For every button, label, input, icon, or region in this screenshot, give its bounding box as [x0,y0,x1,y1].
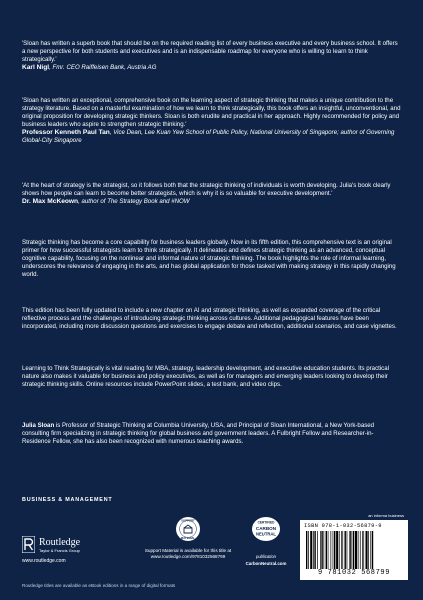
routledge-r-icon [22,536,35,553]
quote-author-role: , Vice Dean, Lee Kuan Yew School of Public Policy, National University of Singapore; author of Governing Global-City Singapore [22,128,395,144]
quote-author: Dr. Max McKeown [22,197,79,205]
quote-kenneth-paul-tan [22,97,402,145]
barcode-bar [358,531,359,569]
barcode-bar [342,531,343,569]
barcode-bar [372,531,373,569]
support-material [140,516,236,572]
barcode-bar [334,531,335,569]
carbon-neutral [238,514,294,574]
routledge-logo [22,536,102,572]
barcode-bar [360,531,361,569]
quote-author: Karl Nigl [22,63,50,71]
barcode-bar [336,531,338,569]
barcode-bar [328,531,329,569]
barcode-bar [341,531,342,569]
barcode-bar [345,531,346,569]
badge-text-certified: CERTIFIED [257,520,275,525]
badge-text-bottom: MATERIAL [180,536,196,541]
barcode-bar [366,531,368,569]
publisher-website: www.routledge.com [22,558,66,564]
barcode-bar [326,531,327,569]
quote-max-mckeown [22,182,402,206]
quote-karl-nigl [22,40,402,72]
barcode-bar [333,531,334,569]
description-paragraph-2: This edition has been fully updated to include a new chapter on AI and strategic thinking, as well as expanded coverage of the critical reflective process and the challenges of introducing strategic thinking across cultures. Additional pedagogical features have been incorporated, including more discussion questions and exercises to engage debate and reflection, additional scenarios, and case vignettes. [22,307,397,330]
quote-attribution [22,129,402,145]
ebook-note: Routledge titles are available as eBook editions in a range of digital formats [22,583,176,588]
badge-text-neutral: NEUTRAL [255,531,277,537]
barcode-bar [355,531,357,569]
carbon-neutral-label: publication [255,554,277,559]
quote-text: 'At the heart of strategy is the strategist, so it follows both that the strategic thinking of individuals is worth developing. Julia's book clearly shows how people can learn to become better strategists, which is why it is so valuable for executive development.' [22,182,391,197]
barcode-bar [331,531,332,569]
barcode-bar [362,531,363,569]
barcode-bar [314,531,315,569]
barcode-bar [349,531,350,569]
barcode-bar [353,531,354,569]
quote-author-role: , author of The Strategy Book and #NOW [78,197,190,205]
barcode-bar [310,531,312,569]
barcode-bar [308,531,309,569]
publisher-group: Taylor & Francis Group [39,548,80,553]
quote-attribution [22,64,402,72]
carbon-neutral-site: CarbonNeutral.com [245,561,287,566]
isbn-label: ISBN 978-1-032-56879-9 [304,523,382,529]
barcode-bar [320,531,321,569]
carbon-neutral-badge-icon [251,514,281,544]
barcode-bar [306,531,307,569]
quote-author: Professor Kenneth Paul Tan [22,128,110,136]
barcode-bar [352,531,353,569]
support-material-url: www.routledge.com/9781032568799 [150,554,226,559]
barcode-bar [339,531,340,569]
author-name: Julia Sloan [22,422,55,429]
barcode-bar [368,531,369,569]
quote-text: 'Sloan has written a superb book that should be on the required reading list of every business executive and every business school. It offers a new perspective for both students and executives and is an indispensable roadmap for everyone who is willing to learn to think strategically.' [22,40,398,63]
barcode-bar [324,531,325,569]
support-material-line: Support Material is available for this title at [144,548,232,553]
badge-text-carbon: CARBON [255,526,277,531]
publisher-name: Routledge [39,537,81,548]
support-material-text [140,548,236,560]
barcode-bar [363,531,364,569]
barcode-bars [304,531,404,569]
barcode-bar [370,531,371,569]
quote-author-role: , Fmr. CEO Raiffeisen Bank, Austria AG [49,63,157,71]
quote-text: 'Sloan has written an exceptional, comprehensive book on the learning aspect of strategic thinking that makes a unique contribution to the strategy literature. Based on a masterful examination of how we learn to think strategically, this book offers an insightful, unconventional, and original proposition for developing strategic thinkers. Sloan is both erudite and practical in her approach. Highly recommended for policy and business leaders who aspire to strengthen strategic thinking.' [22,97,401,128]
author-bio-text: is Professor of Strategic Thinking at Columbia University, USA, and Principal of Sloan International, a New York-based consulting firm specializing in strategic thinking for global business and government leaders. A Fulbright Fellow and Researcher-in-Residence Fellow, she has also been recognized with numerous teaching awards. [22,422,375,445]
barcode-bar [321,531,322,569]
quote-attribution [22,198,402,206]
barcode-bar [347,531,348,569]
barcode-number: 9 781032 568799 [317,569,390,577]
footer [0,512,423,578]
barcode-bar [313,531,314,569]
subject-category: BUSINESS & MANAGEMENT [22,497,113,503]
imprint-tagline: an informa business [368,513,404,518]
description-paragraph-1: Strategic thinking has become a core capability for business leaders globally. Now in its fifth edition, this comprehensive text is an original primer for how successful strategists learn to think strategically. It delineates and defines strategic thinking as an advanced, conceptual cognitive capability, focusing on the nonlinear and informal nature of strategic thinking. The book highlights the role of informal learning, underscores the relevance of engaging in the arts, and has global application for those tasked with making strategy in this rapidly changing world. [22,239,396,278]
author-bio [22,422,402,446]
isbn-barcode [300,513,408,580]
description-paragraph-3: Learning to Think Strategically is vital reading for MBA, strategy, leadership development, and executive education students. Its practical nature also makes it valuable for business and policy executives, as well as for managers and emerging leaders looking to develop their strategic thinking skills. Online resources include PowerPoint slides, a test bank, and video clips. [22,365,389,388]
barcode-bar [317,531,318,569]
support-material-badge-icon [175,516,201,542]
badge-text-top: SUPPORT [181,518,195,523]
